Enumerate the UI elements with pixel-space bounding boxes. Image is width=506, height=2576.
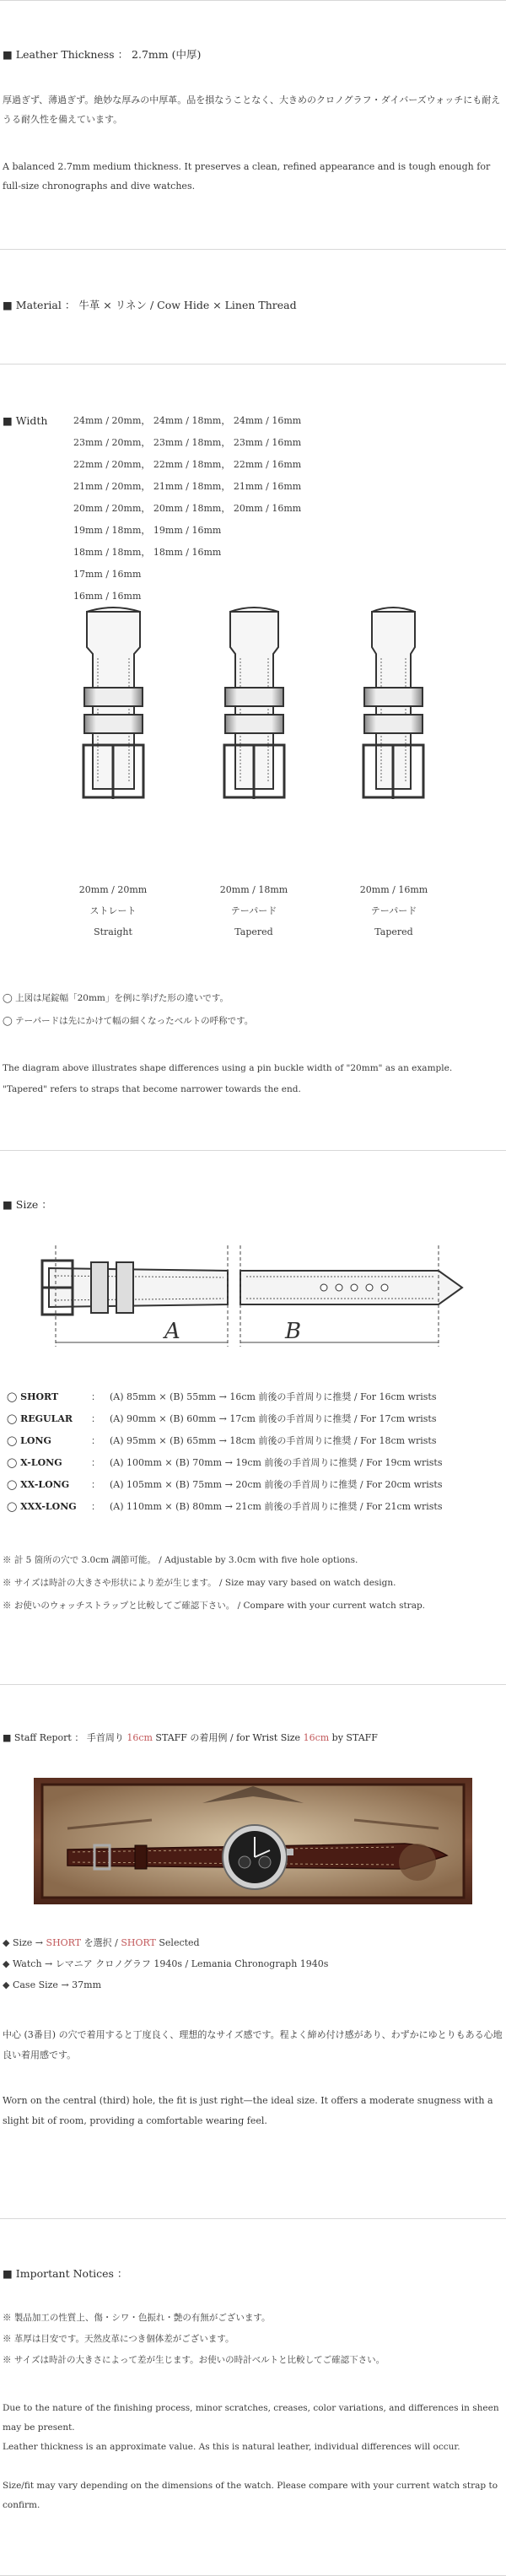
- staff-heading-text: ■ Staff Report ： 手首周り: [3, 1732, 127, 1743]
- width-row: 22mm / 20mm， 22mm / 18mm， 22mm / 16mm: [73, 459, 302, 470]
- width-row: 23mm / 20mm， 23mm / 18mm， 23mm / 16mm: [73, 437, 302, 448]
- strap-width-diagram: [0, 603, 506, 878]
- size-note: ※ サイズは時計の大きさや形状により差が生じます。 / Size may vary based on watch design.: [3, 1578, 396, 1588]
- strap-size: 20mm / 16mm: [359, 884, 428, 895]
- width-row: 16mm / 16mm: [73, 591, 142, 602]
- size-spec: (A) 105mm × (B) 75mm → 20cm 前後の手首周りに推奨 / For 20cm wrists: [110, 1479, 443, 1490]
- staff-bullet-size: [3, 1935, 200, 1951]
- thickness-jp: 厚過ぎず、薄過ぎず。絶妙な厚みの中厚革。品を損なうことなく、大きめのクロノグラフ・ダイバーズウォッチにも耐えうる耐久性を備えています。: [3, 95, 501, 125]
- staff-bullet-watch: ◆ Watch → レマニア クロノグラフ 1940s / Lemania Chronograph 1940s: [3, 1958, 329, 1969]
- width-heading: ■ Width: [3, 414, 48, 427]
- width-row: 20mm / 20mm， 20mm / 18mm， 20mm / 16mm: [73, 503, 302, 514]
- staff-heading: [3, 1730, 378, 1746]
- staff-bullet-case: ◆ Case Size → 37mm: [3, 1979, 102, 1990]
- notices-heading: ■ Important Notices ：: [3, 2267, 128, 2280]
- size-name: ◯ REGULAR: [7, 1413, 73, 1424]
- width-row: 21mm / 20mm， 21mm / 18mm， 21mm / 16mm: [73, 481, 302, 492]
- notice-jp: ※ 革厚は目安です。天然皮革につき個体差がございます。: [3, 2334, 234, 2344]
- width-note-jp: ◯ テーパードは先にかけて幅の細くなったベルトの呼称です。: [3, 1016, 254, 1026]
- strap-type-jp: テーパード: [370, 905, 417, 916]
- length-label-b: B: [285, 1319, 302, 1344]
- size-name: ◯ LONG: [7, 1435, 51, 1446]
- strap-caption: [203, 882, 304, 940]
- staff-bullet-text: ◆ Size →: [3, 1937, 46, 1948]
- notice-jp: ※ サイズは時計の大きさによって差が生じます。お使いの時計ベルトと比較してご確認下さい。: [3, 2355, 385, 2365]
- strap-caption: [343, 882, 444, 940]
- divider: [0, 0, 506, 1]
- size-colon: ：: [91, 1479, 100, 1490]
- length-label-a: A: [164, 1319, 180, 1344]
- strap-tapered-18: [224, 608, 284, 799]
- strap-type-jp: テーパード: [230, 905, 277, 916]
- width-note-jp: ◯ 上図は尾錠幅「20mm」を例に挙げた形の違いです。: [3, 993, 229, 1003]
- material-heading: ■ Material ： 牛革 × リネン / Cow Hide × Linen Thread: [3, 299, 297, 311]
- strap-caption: [62, 882, 164, 940]
- staff-comment-jp: 中心 (3番目) の穴で着用すると丁度良く、理想的なサイズ感です。程よく締め付け感があり、わずかにゆとりもある心地良い着用感です。: [3, 2029, 503, 2060]
- notice-en: Size/fit may vary depending on the dimensions of the watch. Please compare with your current watch strap to confirm.: [3, 2481, 498, 2510]
- size-spec: (A) 85mm × (B) 55mm → 16cm 前後の手首周りに推奨 / For 16cm wrists: [110, 1391, 437, 1402]
- strap-straight: [83, 608, 143, 799]
- size-note: ※ お使いのウォッチストラップと比較してご確認下さい。 / Compare with your current watch strap.: [3, 1601, 426, 1611]
- size-name: ◯ X-LONG: [7, 1457, 62, 1468]
- size-note: ※ 計 5 箇所の穴で 3.0cm 調節可能。 / Adjustable by 3.0cm with five hole options.: [3, 1555, 358, 1565]
- strap-type-en: Tapered: [374, 926, 413, 937]
- staff-wrist-size: 16cm: [303, 1732, 330, 1743]
- thickness-en: A balanced 2.7mm medium thickness. It preserves a clean, refined appearance and is tough enough for full-size chronographs and dive watches.: [3, 161, 491, 192]
- size-spec: (A) 100mm × (B) 70mm → 19cm 前後の手首周りに推奨 / For 19cm wrists: [110, 1457, 443, 1468]
- size-spec: (A) 110mm × (B) 80mm → 21cm 前後の手首周りに推奨 / For 21cm wrists: [110, 1501, 443, 1512]
- divider: [0, 1150, 506, 1151]
- size-colon: ：: [91, 1501, 100, 1512]
- size-colon: ：: [91, 1391, 100, 1402]
- size-name: ◯ XXX-LONG: [7, 1501, 77, 1512]
- divider: [0, 2218, 506, 2219]
- strap-part-b: [240, 1271, 462, 1304]
- size-spec: (A) 90mm × (B) 60mm → 17cm 前後の手首周りに推奨 / For 17cm wrists: [110, 1413, 437, 1424]
- width-row: 18mm / 18mm， 18mm / 16mm: [73, 547, 222, 558]
- notice-jp: ※ 製品加工の性質上、傷・シワ・色振れ・艶の有無がございます。: [3, 2313, 271, 2323]
- size-spec: (A) 95mm × (B) 65mm → 18cm 前後の手首周りに推奨 / For 18cm wrists: [110, 1435, 437, 1446]
- divider: [0, 364, 506, 365]
- staff-heading-text: by STAFF: [329, 1732, 378, 1743]
- strap-length-diagram: [0, 1237, 506, 1355]
- notice-en: Due to the nature of the finishing process, minor scratches, creases, color variations, and differences in sheen may be present.: [3, 2403, 499, 2433]
- strap-type-en: Tapered: [234, 926, 273, 937]
- strap-type-jp: ストレート: [89, 905, 137, 916]
- divider: [0, 249, 506, 250]
- divider: [0, 1684, 506, 1685]
- size-heading: ■ Size ：: [3, 1198, 52, 1211]
- staff-bullet-text: を選択 /: [81, 1937, 121, 1948]
- size-colon: ：: [91, 1435, 100, 1446]
- staff-selected-size: SHORT: [121, 1937, 156, 1948]
- strap-size: 20mm / 20mm: [78, 884, 148, 895]
- width-row: 24mm / 20mm， 24mm / 18mm， 24mm / 16mm: [73, 415, 302, 426]
- staff-comment-en: Worn on the central (third) hole, the fit is just right—the ideal size. It offers a moderate snugness with a slight bit of room, providing a comfortable wearing feel.: [3, 2095, 493, 2126]
- size-name: ◯ XX-LONG: [7, 1479, 70, 1490]
- strap-type-en: Straight: [94, 926, 132, 937]
- width-row: 19mm / 18mm， 19mm / 16mm: [73, 525, 222, 536]
- notice-en: Leather thickness is an approximate value. As this is natural leather, individual differences will occur.: [3, 2442, 460, 2452]
- staff-selected-size: SHORT: [46, 1937, 82, 1948]
- strap-tapered-16: [363, 608, 423, 799]
- size-colon: ：: [91, 1457, 100, 1468]
- size-name: ◯ SHORT: [7, 1391, 59, 1402]
- thickness-heading: ■ Leather Thickness ： 2.7mm (中厚): [3, 48, 202, 61]
- width-row: 17mm / 16mm: [73, 569, 142, 580]
- staff-photo: [34, 1778, 472, 1904]
- staff-bullet-text: Selected: [155, 1937, 200, 1948]
- width-note-en: The diagram above illustrates shape differences using a pin buckle width of "20mm" as an example.: [3, 1063, 453, 1073]
- staff-wrist-size: 16cm: [126, 1732, 153, 1743]
- strap-part-a: [42, 1261, 228, 1315]
- size-colon: ：: [91, 1413, 100, 1424]
- strap-size: 20mm / 18mm: [219, 884, 288, 895]
- staff-heading-text: STAFF の着用例 / for Wrist Size: [152, 1732, 304, 1743]
- width-note-en: "Tapered" refers to straps that become narrower towards the end.: [3, 1084, 301, 1094]
